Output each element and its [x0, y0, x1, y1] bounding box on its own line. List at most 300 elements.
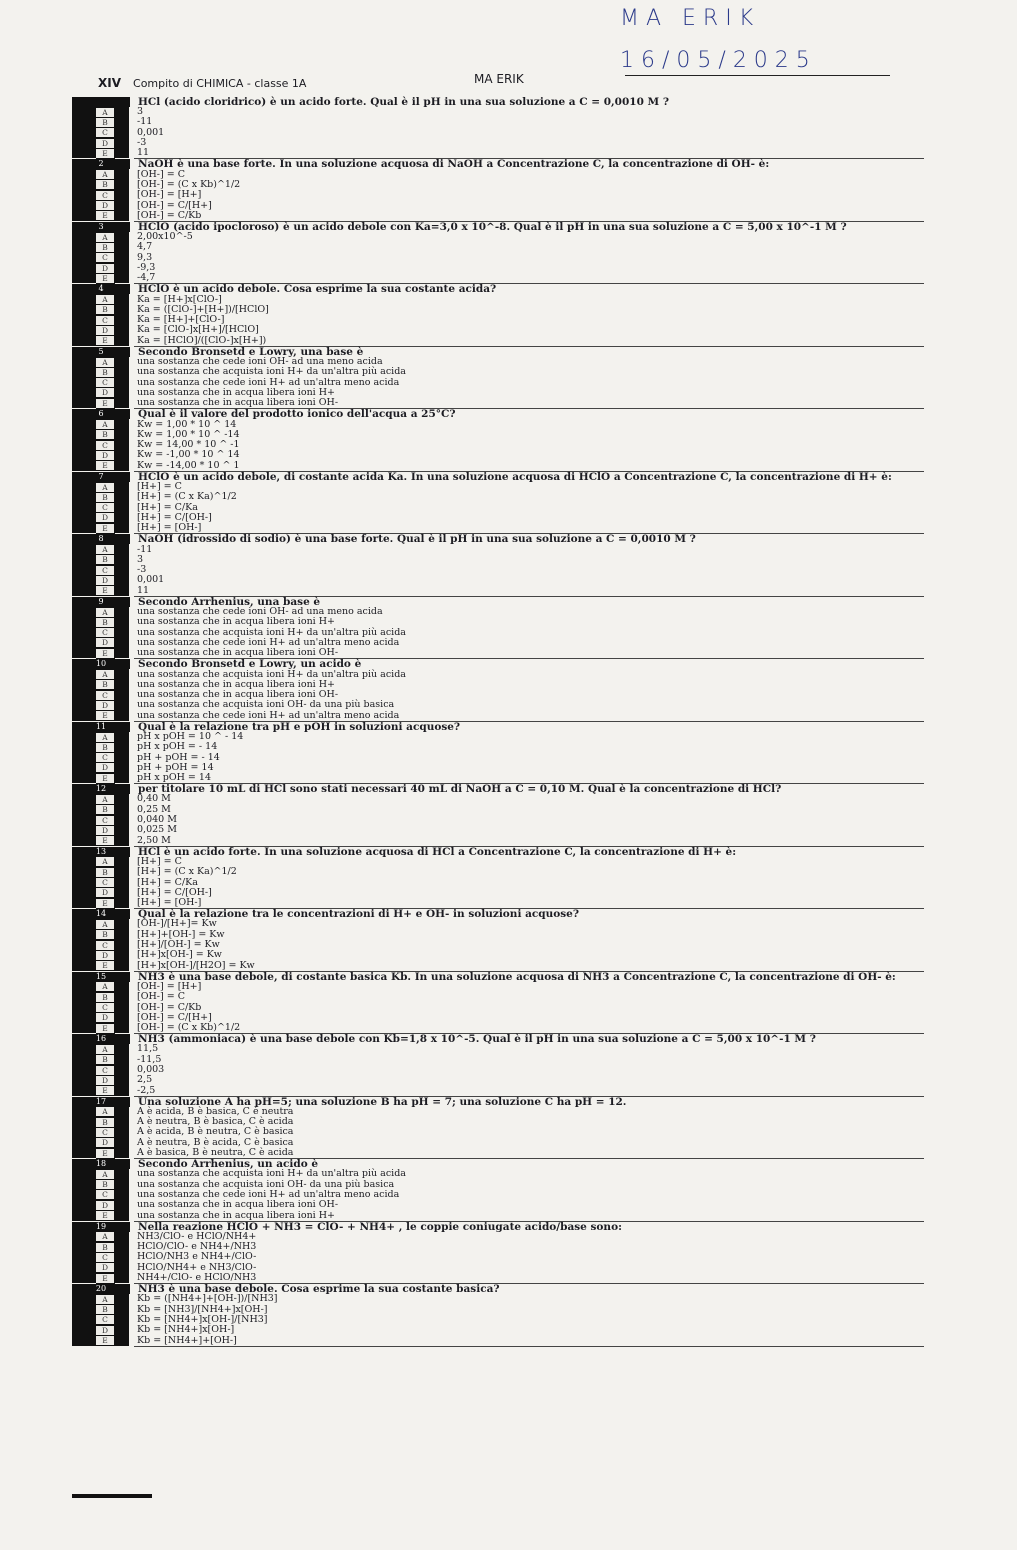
- answer-letter-box[interactable]: E: [96, 960, 115, 971]
- answer-marker-bar: [115, 1044, 129, 1054]
- answer-option[interactable]: [72, 836, 932, 846]
- answer-text: -3: [137, 564, 147, 576]
- answer-letter-box[interactable]: A: [96, 294, 115, 305]
- answer-letter-box[interactable]: D: [96, 1075, 115, 1086]
- answer-text: una sostanza che cede ioni H+ ad un'altra meno acida: [137, 636, 400, 648]
- answer-marker-bar: [72, 1138, 96, 1148]
- answer-marker-bar: [115, 513, 129, 523]
- answer-marker-bar: [115, 117, 129, 127]
- answer-text: pH x pOH = 10 ^ - 14: [137, 730, 244, 742]
- answer-letter-box[interactable]: A: [96, 419, 115, 430]
- answer-marker-bar: [115, 138, 129, 148]
- answer-letter-box[interactable]: D: [96, 138, 115, 149]
- answer-marker-bar: [115, 857, 129, 867]
- question-text: NaOH (idrossido di sodio) è una base forte. Qual è il pH in una sua soluzione a C = 0,0010 M ?: [138, 533, 696, 546]
- answer-letter-box[interactable]: A: [96, 1231, 115, 1242]
- question-header: [72, 972, 932, 982]
- answer-letter-box[interactable]: C: [96, 1189, 115, 1200]
- question-block: [72, 1034, 932, 1096]
- answer-letter-box[interactable]: C: [96, 752, 115, 763]
- answer-marker-bar: [72, 169, 96, 179]
- answer-text: HClO/ClO- e NH4+/NH3: [137, 1241, 257, 1253]
- answer-option[interactable]: [72, 180, 932, 190]
- question-number: 13: [72, 847, 130, 857]
- answer-marker-bar: [72, 1085, 96, 1095]
- question-block: [72, 284, 932, 346]
- answer-text: [OH-] = [H+]: [137, 980, 202, 992]
- answer-letter-box[interactable]: E: [96, 1148, 115, 1159]
- answer-letter-box[interactable]: C: [96, 190, 115, 201]
- answer-letter-box[interactable]: B: [96, 304, 115, 315]
- answer-marker-bar: [72, 680, 96, 690]
- answer-letter-box[interactable]: A: [96, 169, 115, 180]
- answer-marker-bar: [72, 148, 96, 158]
- answer-marker-bar: [115, 711, 129, 721]
- answer-option[interactable]: [72, 211, 932, 221]
- answer-marker-bar: [115, 940, 129, 950]
- answer-option[interactable]: [72, 138, 932, 148]
- answer-option[interactable]: [72, 128, 932, 138]
- answer-sheet: [72, 97, 932, 1347]
- answer-letter-box[interactable]: A: [96, 1294, 115, 1305]
- question-block: [72, 972, 932, 1034]
- question-block: [72, 1159, 932, 1221]
- answer-letter-box[interactable]: D: [96, 762, 115, 773]
- answer-letter-box[interactable]: C: [96, 252, 115, 263]
- answer-option[interactable]: [72, 982, 932, 992]
- answer-text: -11,5: [137, 1053, 162, 1065]
- answer-letter-box[interactable]: E: [96, 648, 115, 659]
- answer-letter-box[interactable]: E: [96, 1085, 115, 1096]
- answer-letter-box[interactable]: E: [96, 523, 115, 534]
- answer-marker-bar: [115, 555, 129, 565]
- question-text: Secondo Arrhenius, una base è: [138, 595, 321, 608]
- answer-option[interactable]: [72, 773, 932, 783]
- question-block: [72, 1097, 932, 1159]
- question-header: [72, 784, 932, 794]
- answer-marker-bar: [115, 378, 129, 388]
- answer-letter-box[interactable]: E: [96, 210, 115, 221]
- answer-marker-bar: [72, 1023, 96, 1033]
- answer-text: pH + pOH = 14: [137, 761, 214, 773]
- answer-option[interactable]: [72, 190, 932, 200]
- answer-option[interactable]: [72, 1075, 932, 1085]
- answer-letter-box[interactable]: D: [96, 1262, 115, 1273]
- answer-marker-bar: [115, 492, 129, 502]
- answer-letter-box[interactable]: A: [96, 107, 115, 118]
- answer-letter-box[interactable]: C: [96, 377, 115, 388]
- answer-option[interactable]: [72, 492, 932, 502]
- answer-letter-box[interactable]: C: [96, 877, 115, 888]
- answer-marker-bar: [72, 1232, 96, 1242]
- answer-marker-bar: [115, 888, 129, 898]
- answer-letter-box[interactable]: C: [96, 940, 115, 951]
- answer-letter-box[interactable]: B: [96, 1242, 115, 1253]
- answer-option[interactable]: [72, 544, 932, 554]
- answer-option[interactable]: [72, 1169, 932, 1179]
- answer-letter-box[interactable]: B: [96, 992, 115, 1003]
- answer-marker-bar: [115, 1127, 129, 1137]
- answer-letter-box[interactable]: C: [96, 1252, 115, 1263]
- answer-text: [OH-] = (C x Kb)^1/2: [137, 178, 241, 190]
- answer-letter-box[interactable]: C: [96, 1065, 115, 1076]
- answer-letter-box[interactable]: B: [96, 1054, 115, 1065]
- answer-letter-box[interactable]: D: [96, 200, 115, 211]
- answer-marker-bar: [72, 877, 96, 887]
- answer-letter-box[interactable]: C: [96, 440, 115, 451]
- answer-option[interactable]: [72, 1055, 932, 1065]
- answer-marker-bar: [115, 1075, 129, 1085]
- answer-option[interactable]: [72, 565, 932, 575]
- answer-letter-box[interactable]: B: [96, 367, 115, 378]
- answer-marker-bar: [115, 180, 129, 190]
- answer-letter-box[interactable]: C: [96, 815, 115, 826]
- answer-letter-box[interactable]: E: [96, 1023, 115, 1034]
- answer-letter-box[interactable]: B: [96, 1179, 115, 1190]
- answer-letter-box[interactable]: B: [96, 429, 115, 440]
- answer-text: una sostanza che acquista ioni H+ da un'altra più acida: [137, 668, 406, 680]
- answer-marker-bar: [115, 586, 129, 596]
- answer-letter-box[interactable]: D: [96, 325, 115, 336]
- answer-marker-bar: [115, 388, 129, 398]
- answer-marker-bar: [115, 1085, 129, 1095]
- question-number: 16: [72, 1034, 130, 1044]
- answer-letter-box[interactable]: E: [96, 710, 115, 721]
- student-name: MA ERIK: [474, 72, 524, 86]
- answer-marker-bar: [115, 982, 129, 992]
- answer-text: Kw = 1,00 * 10 ^ 14: [137, 418, 237, 430]
- answer-option[interactable]: [72, 805, 932, 815]
- answer-letter-box[interactable]: B: [96, 867, 115, 878]
- answer-marker-bar: [72, 263, 96, 273]
- answer-marker-bar: [72, 450, 96, 460]
- question-block: [72, 97, 932, 159]
- answer-letter-box[interactable]: B: [96, 679, 115, 690]
- answer-text: HClO/NH3 e NH4+/ClO-: [137, 1251, 257, 1263]
- answer-marker-bar: [72, 992, 96, 1002]
- answer-marker-bar: [115, 1169, 129, 1179]
- question-header: [72, 1034, 932, 1044]
- answer-letter-box[interactable]: A: [96, 732, 115, 743]
- answer-letter-box[interactable]: B: [96, 617, 115, 628]
- answer-marker-bar: [72, 930, 96, 940]
- answer-text: [H+] = C: [137, 481, 182, 493]
- answer-marker-bar: [72, 1190, 96, 1200]
- answer-marker-bar: [72, 200, 96, 210]
- question-text: HCl (acido cloridrico) è un acido forte. Qual è il pH in una sua soluzione a C = 0,0010 M ?: [138, 96, 669, 108]
- answer-letter-box[interactable]: C: [96, 627, 115, 638]
- answer-letter-box[interactable]: B: [96, 242, 115, 253]
- answer-letter-box[interactable]: D: [96, 887, 115, 898]
- answer-letter-box[interactable]: E: [96, 1335, 115, 1346]
- answer-option[interactable]: [72, 617, 932, 627]
- answer-letter-box[interactable]: D: [96, 1200, 115, 1211]
- answer-option[interactable]: [72, 898, 932, 908]
- answer-letter-box[interactable]: B: [96, 492, 115, 503]
- answer-option[interactable]: [72, 263, 932, 273]
- answer-option[interactable]: [72, 461, 932, 471]
- answer-letter-box[interactable]: E: [96, 898, 115, 909]
- answer-text: una sostanza che acquista ioni OH- da una più basica: [137, 1178, 395, 1190]
- answer-text: una sostanza che in acqua libera ioni OH-: [137, 1199, 339, 1211]
- answer-option[interactable]: [72, 648, 932, 658]
- answer-letter-box[interactable]: D: [96, 1325, 115, 1336]
- answer-letter-box[interactable]: A: [96, 1169, 115, 1180]
- answer-marker-bar: [115, 898, 129, 908]
- answer-option[interactable]: [72, 107, 932, 117]
- answer-letter-box[interactable]: B: [96, 804, 115, 815]
- answer-letter-box[interactable]: B: [96, 929, 115, 940]
- answer-marker-bar: [72, 1273, 96, 1283]
- answer-option[interactable]: [72, 825, 932, 835]
- answer-marker-bar: [72, 336, 96, 346]
- answer-marker-bar: [115, 1013, 129, 1023]
- answer-letter-box[interactable]: A: [96, 607, 115, 618]
- answer-letter-box[interactable]: E: [96, 398, 115, 409]
- answer-letter-box[interactable]: D: [96, 700, 115, 711]
- answer-marker-bar: [115, 398, 129, 408]
- answer-letter-box[interactable]: C: [96, 127, 115, 138]
- answer-letter-box[interactable]: C: [96, 565, 115, 576]
- handwritten-date: 16/05/2025: [620, 48, 817, 73]
- question-block: [72, 597, 932, 659]
- question-header: [72, 472, 932, 482]
- answer-marker-bar: [72, 138, 96, 148]
- answer-letter-box[interactable]: A: [96, 669, 115, 680]
- answer-letter-box[interactable]: A: [96, 1106, 115, 1117]
- answer-option[interactable]: [72, 1210, 932, 1220]
- question-header: [72, 847, 932, 857]
- answer-option[interactable]: [72, 555, 932, 565]
- answer-option[interactable]: [72, 575, 932, 585]
- answer-option[interactable]: [72, 1200, 932, 1210]
- answer-option[interactable]: [72, 253, 932, 263]
- answer-marker-bar: [72, 888, 96, 898]
- answer-option[interactable]: [72, 1294, 932, 1304]
- answer-letter-box[interactable]: D: [96, 1012, 115, 1023]
- answer-marker-bar: [72, 565, 96, 575]
- answer-letter-box[interactable]: B: [96, 742, 115, 753]
- answer-letter-box[interactable]: A: [96, 1044, 115, 1055]
- answer-text: [H+] = (C x Ka)^1/2: [137, 491, 237, 503]
- answer-letter-box[interactable]: A: [96, 919, 115, 930]
- answer-letter-box[interactable]: D: [96, 450, 115, 461]
- answer-text: 11,5: [137, 1043, 159, 1055]
- answer-marker-bar: [72, 1335, 96, 1345]
- question-block: [72, 909, 932, 971]
- answer-marker-bar: [115, 315, 129, 325]
- question-divider: [134, 1346, 924, 1347]
- question-header: [72, 284, 932, 294]
- answer-option[interactable]: [72, 148, 932, 158]
- answer-text: NH4+/ClO- e HClO/NH3: [137, 1272, 257, 1284]
- question-text: NH3 (ammoniaca) è una base debole con Kb=1,8 x 10^-5. Qual è il pH in una sua soluzione a C = 5,00 x 10^-1 M ?: [138, 1033, 816, 1046]
- answer-option[interactable]: [72, 1273, 932, 1283]
- handwritten-name: MA ERIK: [620, 6, 761, 31]
- answer-letter-box[interactable]: B: [96, 1304, 115, 1315]
- answer-letter-box[interactable]: D: [96, 387, 115, 398]
- answer-text: 0,40 M: [137, 793, 171, 805]
- answer-letter-box[interactable]: C: [96, 315, 115, 326]
- answer-option[interactable]: [72, 367, 932, 377]
- answer-marker-bar: [115, 815, 129, 825]
- question-number: 14: [72, 909, 130, 919]
- answer-marker-bar: [72, 1169, 96, 1179]
- answer-letter-box[interactable]: C: [96, 502, 115, 513]
- answer-letter-box[interactable]: A: [96, 544, 115, 555]
- answer-letter-box[interactable]: E: [96, 773, 115, 784]
- question-block: [72, 534, 932, 596]
- answer-marker-bar: [72, 482, 96, 492]
- answer-option[interactable]: [72, 950, 932, 960]
- answer-letter-box[interactable]: D: [96, 1137, 115, 1148]
- answer-marker-bar: [72, 253, 96, 263]
- answer-letter-box[interactable]: D: [96, 637, 115, 648]
- answer-letter-box[interactable]: D: [96, 512, 115, 523]
- answer-text: [H+]x[OH-] = Kw: [137, 949, 222, 961]
- answer-marker-bar: [115, 825, 129, 835]
- answer-marker-bar: [72, 752, 96, 762]
- answer-marker-bar: [115, 200, 129, 210]
- answer-text: una sostanza che cede ioni H+ ad un'altra meno acida: [137, 1188, 400, 1200]
- answer-option[interactable]: [72, 794, 932, 804]
- answer-marker-bar: [72, 273, 96, 283]
- answer-letter-box[interactable]: E: [96, 148, 115, 159]
- answer-letter-box[interactable]: C: [96, 1127, 115, 1138]
- answer-text: -3: [137, 137, 147, 149]
- answer-letter-box[interactable]: A: [96, 482, 115, 493]
- answer-marker-bar: [72, 1127, 96, 1137]
- answer-marker-bar: [72, 1065, 96, 1075]
- question-number: 15: [72, 972, 130, 982]
- answer-text: [OH-] = C/Kb: [137, 209, 202, 221]
- answer-marker-bar: [115, 607, 129, 617]
- answer-letter-box[interactable]: A: [96, 856, 115, 867]
- answer-text: una sostanza che acquista ioni H+ da un'altra più acida: [137, 366, 406, 378]
- answer-option[interactable]: [72, 273, 932, 283]
- answer-option[interactable]: [72, 815, 932, 825]
- answer-letter-box[interactable]: A: [96, 357, 115, 368]
- answer-letter-box[interactable]: B: [96, 117, 115, 128]
- answer-option[interactable]: [72, 1325, 932, 1335]
- answer-letter-box[interactable]: E: [96, 335, 115, 346]
- answer-marker-bar: [115, 680, 129, 690]
- answer-letter-box[interactable]: E: [96, 1273, 115, 1284]
- answer-marker-bar: [72, 950, 96, 960]
- answer-text: 2,00x10^-5: [137, 231, 193, 243]
- answer-text: A è neutra, B è basica, C è acida: [137, 1116, 294, 1128]
- answer-option[interactable]: [72, 232, 932, 242]
- answer-option[interactable]: [72, 960, 932, 970]
- answer-option[interactable]: [72, 523, 932, 533]
- answer-option[interactable]: [72, 1148, 932, 1158]
- answer-option[interactable]: [72, 586, 932, 596]
- answer-text: A è basica, B è neutra, C è acida: [137, 1147, 294, 1159]
- answer-marker-bar: [115, 305, 129, 315]
- answer-letter-box[interactable]: E: [96, 835, 115, 846]
- question-header: [72, 222, 932, 232]
- answer-option[interactable]: [72, 513, 932, 523]
- answer-marker-bar: [72, 1200, 96, 1210]
- answer-marker-bar: [115, 794, 129, 804]
- answer-text: una sostanza che in acqua libera ioni OH-: [137, 647, 339, 659]
- answer-option[interactable]: [72, 200, 932, 210]
- answer-letter-box[interactable]: A: [96, 232, 115, 243]
- answer-option[interactable]: [72, 1065, 932, 1075]
- question-header: [72, 97, 932, 107]
- answer-letter-box[interactable]: B: [96, 554, 115, 565]
- answer-marker-bar: [72, 1044, 96, 1054]
- answer-letter-box[interactable]: B: [96, 179, 115, 190]
- answer-letter-box[interactable]: E: [96, 1210, 115, 1221]
- answer-option[interactable]: [72, 867, 932, 877]
- answer-letter-box[interactable]: D: [96, 575, 115, 586]
- answer-marker-bar: [72, 430, 96, 440]
- answer-option[interactable]: [72, 888, 932, 898]
- answer-text: Kb = [NH4+]+[OH-]: [137, 1334, 237, 1346]
- answer-marker-bar: [72, 1263, 96, 1273]
- answer-option[interactable]: [72, 1044, 932, 1054]
- answer-marker-bar: [115, 1190, 129, 1200]
- answer-option[interactable]: [72, 398, 932, 408]
- answer-option[interactable]: [72, 242, 932, 252]
- answer-letter-box[interactable]: C: [96, 1002, 115, 1013]
- answer-marker-bar: [72, 700, 96, 710]
- answer-option[interactable]: [72, 336, 932, 346]
- answer-marker-bar: [72, 898, 96, 908]
- answer-text: [H+] = [OH-]: [137, 897, 202, 909]
- answer-marker-bar: [72, 211, 96, 221]
- answer-option[interactable]: [72, 1023, 932, 1033]
- answer-text: 4,7: [137, 241, 153, 253]
- question-number: 18: [72, 1159, 130, 1169]
- answer-option[interactable]: [72, 117, 932, 127]
- answer-letter-box[interactable]: C: [96, 1314, 115, 1325]
- question-header: [72, 534, 932, 544]
- answer-letter-box[interactable]: D: [96, 825, 115, 836]
- answer-letter-box[interactable]: A: [96, 794, 115, 805]
- answer-text: [H+] = C/[OH-]: [137, 886, 212, 898]
- answer-option[interactable]: [72, 700, 932, 710]
- answer-letter-box[interactable]: D: [96, 263, 115, 274]
- answer-text: Kw = 1,00 * 10 ^ -14: [137, 428, 240, 440]
- answer-marker-bar: [72, 1117, 96, 1127]
- answer-letter-box[interactable]: A: [96, 981, 115, 992]
- answer-marker-bar: [115, 742, 129, 752]
- question-number: 19: [72, 1222, 130, 1232]
- answer-marker-bar: [72, 867, 96, 877]
- answer-option[interactable]: [72, 711, 932, 721]
- answer-marker-bar: [115, 357, 129, 367]
- answer-marker-bar: [115, 190, 129, 200]
- answer-letter-box[interactable]: B: [96, 1117, 115, 1128]
- answer-option[interactable]: [72, 1335, 932, 1345]
- question-text: HClO è un acido debole. Cosa esprime la sua costante acida?: [138, 283, 497, 296]
- answer-text: 0,001: [137, 126, 165, 138]
- answer-text: -4,7: [137, 272, 156, 284]
- question-number: 17: [72, 1097, 130, 1107]
- answer-marker-bar: [115, 482, 129, 492]
- answer-letter-box[interactable]: C: [96, 690, 115, 701]
- answer-letter-box[interactable]: E: [96, 273, 115, 284]
- answer-letter-box[interactable]: E: [96, 585, 115, 596]
- answer-option[interactable]: [72, 992, 932, 1002]
- answer-marker-bar: [72, 627, 96, 637]
- answer-letter-box[interactable]: E: [96, 460, 115, 471]
- answer-option[interactable]: [72, 1085, 932, 1095]
- answer-letter-box[interactable]: D: [96, 950, 115, 961]
- answer-option[interactable]: [72, 742, 932, 752]
